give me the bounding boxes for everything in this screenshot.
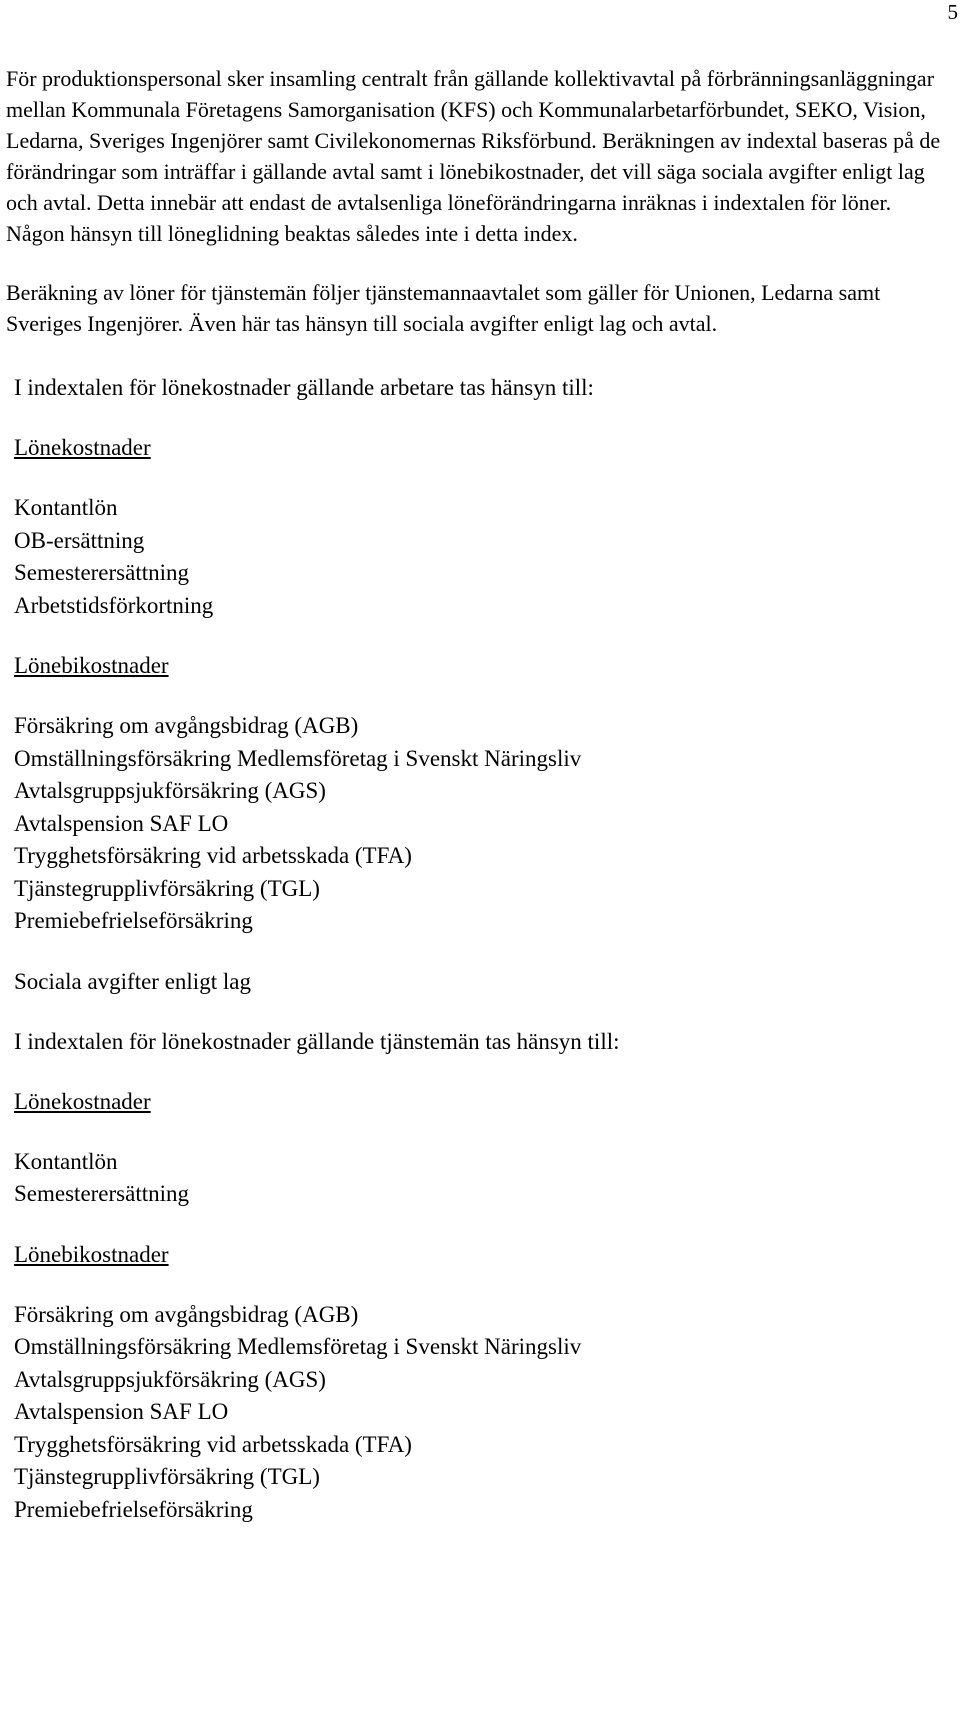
workers-labor-heading: Lönekostnader — [14, 435, 151, 460]
list-item: Arbetstidsförkortning — [14, 592, 214, 618]
list-item: Trygghetsförsäkring vid arbetsskada (TFA) — [14, 1431, 412, 1457]
document-body — [6, 63, 946, 1526]
salaried-section — [6, 1026, 946, 1527]
list-item: OB-ersättning — [14, 527, 145, 553]
list-item: Försäkring om avgångsbidrag (AGB) — [14, 713, 359, 738]
list-item: Omställningsförsäkring Medlemsföretag i Svenskt Näringsliv — [14, 745, 582, 771]
salaried-labor-heading: Lönekostnader — [14, 1088, 151, 1114]
list-item: Tjänstegrupplivförsäkring (TGL) — [14, 875, 320, 901]
list-item: Semesterersättning — [14, 1181, 190, 1206]
paragraph-salaried-staff: Beräkning av löner för tjänstemän följer tjänstemannaavtalet som gäller för Unionen, Ledarna samt Sveriges Ingenjörer. Även här tas hänsyn till sociala avgifter enligt lag och avtal. — [6, 280, 881, 336]
paragraph-production-staff: För produktionspersonal sker insamling centralt från gällande kollektivavtal på förbränningsanläggningar mellan Kommunala Företagens Samorganisation (KFS) och Kommunalarbetarförbundet, SEKO, Vision, Ledarna, Sveriges Ingenjörer samt Civilekonomernas Riksförbund. Beräkningen av indextal baseras på de förändringar som inträffar i gällande avtal samt i lönebikostnader, det vill säga sociala avgifter enligt lag och avtal. Detta innebär att endast de avtalsenliga löneförändringarna inräknas i indextalen för löner. Någon hänsyn till löneglidning beaktas således inte i detta index. — [6, 66, 941, 246]
list-item: Avtalspension SAF LO — [14, 1399, 229, 1424]
workers-benefits-list — [14, 710, 946, 938]
list-item: Kontantlön — [14, 495, 118, 520]
list-item: Avtalsgruppsjukförsäkring (AGS) — [14, 778, 326, 803]
salaried-benefits-heading: Lönebikostnader — [14, 1241, 169, 1267]
list-item: Försäkring om avgångsbidrag (AGB) — [14, 1301, 359, 1327]
workers-section — [6, 372, 946, 998]
workers-social-fees: Sociala avgifter enligt lag — [14, 968, 251, 994]
list-item: Premiebefrielseförsäkring — [14, 1496, 253, 1522]
workers-labor-list — [14, 492, 946, 622]
list-item: Tjänstegrupplivförsäkring (TGL) — [14, 1464, 320, 1489]
list-item: Semesterersättning — [14, 560, 190, 585]
list-item: Kontantlön — [14, 1148, 118, 1174]
salaried-benefits-list — [14, 1299, 946, 1527]
workers-benefits-heading: Lönebikostnader — [14, 653, 169, 678]
page-number: 5 — [947, 0, 958, 24]
list-item: Avtalsgruppsjukförsäkring (AGS) — [14, 1366, 326, 1392]
list-item: Trygghetsförsäkring vid arbetsskada (TFA) — [14, 843, 412, 868]
list-item: Avtalspension SAF LO — [14, 810, 229, 836]
list-item: Omställningsförsäkring Medlemsföretag i Svenskt Näringsliv — [14, 1334, 582, 1359]
salaried-intro: I indextalen för lönekostnader gällande tjänstemän tas hänsyn till: — [14, 1028, 620, 1054]
list-item: Premiebefrielseförsäkring — [14, 908, 253, 933]
salaried-labor-list — [14, 1146, 946, 1211]
workers-intro: I indextalen för lönekostnader gällande arbetare tas hänsyn till: — [14, 375, 594, 400]
